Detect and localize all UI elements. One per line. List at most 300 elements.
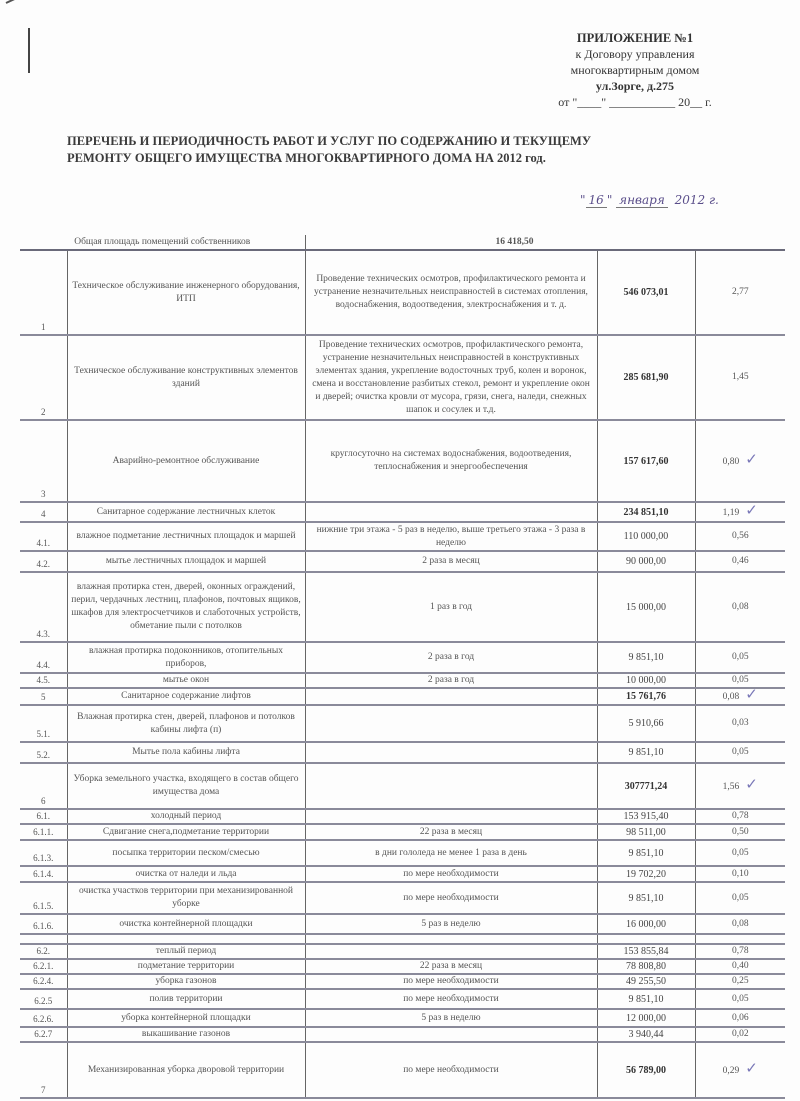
annual-cost-text: 56 789,00 bbox=[626, 1064, 666, 1076]
annual-cost-text: 9 851,10 bbox=[628, 652, 664, 663]
rate-per-sqm bbox=[695, 989, 785, 1009]
work-description bbox=[305, 763, 597, 809]
row-number bbox=[20, 250, 67, 335]
rate-per-sqm bbox=[695, 882, 785, 914]
work-name-text: Уборка земельного участка, входящего в состав общего имущества дома bbox=[73, 774, 299, 797]
annual-cost-text: 157 617,60 bbox=[623, 455, 669, 467]
rate-per-sqm-text: 0,10 bbox=[731, 868, 749, 879]
work-description-text: 22 раза в месяц bbox=[419, 826, 483, 837]
row-number-text: 5 bbox=[41, 692, 46, 702]
work-description-text: нижние три этажа - 5 раз в неделю, выше третьего этажа - 3 раза в неделю bbox=[316, 524, 586, 548]
work-name bbox=[67, 840, 305, 866]
work-name bbox=[67, 914, 305, 934]
row-number-text: 7 bbox=[41, 1085, 46, 1095]
work-name bbox=[67, 866, 305, 882]
rate-per-sqm-text: 0,02 bbox=[731, 1029, 749, 1039]
table-row bbox=[20, 959, 785, 974]
work-description bbox=[305, 742, 597, 763]
work-name-text: подметание территории bbox=[137, 961, 235, 971]
work-description bbox=[305, 420, 597, 502]
row-number bbox=[20, 974, 67, 989]
row-number-text: 5.1. bbox=[36, 729, 50, 739]
work-description bbox=[305, 882, 597, 914]
work-description-text: по мере необходимости bbox=[403, 1064, 499, 1075]
work-name bbox=[67, 688, 305, 705]
work-description-text: Проведение технических осмотров, профилактического ремонта, устранение незначительных неисправностей в конструктивных элементах здания, укрепление водосточных труб, колен и воронок, смена и восстановление разбитых стекол, ремонт и укрепление окон и дверей; очистка кровли от мусора, грязи, снега, наледи, снежных шапок и сосулек и т.д. bbox=[312, 339, 590, 415]
annual-cost bbox=[597, 673, 695, 688]
rate-per-sqm bbox=[695, 502, 785, 522]
work-name-text: выкашивание газонов bbox=[141, 1029, 231, 1039]
annual-cost bbox=[597, 840, 695, 866]
row-number bbox=[20, 1027, 67, 1042]
annual-cost bbox=[597, 959, 695, 974]
rate-per-sqm-text: 0,50 bbox=[731, 826, 749, 837]
row-number bbox=[20, 959, 67, 974]
row-number bbox=[20, 882, 67, 914]
work-description-text: 5 раз в неделю bbox=[421, 918, 481, 929]
work-description bbox=[305, 572, 597, 642]
appendix-line: многоквартирным домом bbox=[570, 63, 700, 77]
annual-cost bbox=[597, 809, 695, 824]
document-title bbox=[67, 133, 667, 167]
row-number-text: 6.1.6. bbox=[33, 921, 54, 931]
work-name-text: Влажная протирка стен, дверей, плафонов и потолков кабины лифта (п) bbox=[77, 711, 295, 735]
rate-per-sqm bbox=[695, 1009, 785, 1027]
annual-cost-text: 307771,24 bbox=[624, 780, 668, 792]
work-name-text: влажная протирка подоконников, отопительных приборов, bbox=[88, 645, 284, 669]
work-name bbox=[67, 673, 305, 688]
table-row bbox=[20, 522, 785, 551]
work-description bbox=[305, 551, 597, 572]
table-row bbox=[20, 934, 785, 944]
rate-per-sqm bbox=[695, 959, 785, 974]
row-number bbox=[20, 335, 67, 420]
rate-per-sqm-text: 0,29 bbox=[722, 1065, 740, 1076]
row-number bbox=[20, 809, 67, 824]
work-name-text: влажная протирка стен, дверей, оконных ограждений, перил, чердачных лестниц, плафонов, почтовых ящиков, шкафов для электросчетчиков и слаботочных устройств, обметание пыли с потолков bbox=[71, 582, 301, 631]
row-number-text: 6.2.7 bbox=[34, 1029, 53, 1039]
area-row bbox=[20, 235, 785, 250]
row-number bbox=[20, 673, 67, 688]
work-description bbox=[305, 522, 597, 551]
row-number-text: 1 bbox=[41, 322, 46, 332]
work-name-text: мытье лестничных площадок и маршей bbox=[105, 556, 267, 566]
work-name bbox=[67, 502, 305, 522]
rate-per-sqm-text: 0,40 bbox=[731, 961, 749, 971]
row-number bbox=[20, 1042, 67, 1098]
check-mark-icon: ✓ bbox=[745, 688, 758, 703]
work-description bbox=[305, 1027, 597, 1042]
work-name-text: уборка газонов bbox=[155, 976, 217, 986]
work-name-text: очистка от наледи и льда bbox=[135, 868, 237, 879]
row-number-text: 4.5. bbox=[36, 675, 50, 685]
work-description-text: по мере необходимости bbox=[403, 892, 499, 903]
rate-per-sqm bbox=[695, 974, 785, 989]
check-mark-icon: ✓ bbox=[745, 776, 758, 793]
rate-per-sqm bbox=[695, 250, 785, 335]
annual-cost bbox=[597, 335, 695, 420]
annual-cost bbox=[597, 551, 695, 572]
appendix-title: ПРИЛОЖЕНИЕ №1 bbox=[576, 31, 694, 45]
work-description bbox=[305, 642, 597, 673]
annual-cost-text: 98 511,00 bbox=[626, 826, 666, 838]
annual-cost bbox=[597, 824, 695, 840]
appendix-line: к Договору управления bbox=[575, 47, 695, 61]
row-number bbox=[20, 866, 67, 882]
annual-cost-text: 5 910,66 bbox=[628, 718, 664, 729]
row-number bbox=[20, 1009, 67, 1027]
rate-per-sqm-text: 0,06 bbox=[731, 1012, 749, 1023]
row-number bbox=[20, 742, 67, 763]
area-value: 16 418,50 bbox=[305, 235, 785, 250]
work-description bbox=[305, 809, 597, 824]
annual-cost bbox=[597, 502, 695, 522]
annual-cost bbox=[597, 522, 695, 551]
row-number-text: 6.1. bbox=[36, 811, 50, 821]
sign-month: января bbox=[616, 193, 668, 208]
work-name-text: мытье окон bbox=[162, 675, 210, 685]
work-description-text: круглосуточно на системах водоснабжения, водоотведения, теплоснабжения и энергообеспечения bbox=[330, 449, 572, 472]
row-number-text: 2 bbox=[41, 407, 46, 417]
handwritten-date: " 16 " января 2012 г. bbox=[580, 193, 722, 207]
rate-per-sqm-text: 1,56 bbox=[722, 781, 740, 792]
annual-cost bbox=[597, 250, 695, 335]
rate-per-sqm-text: 0,05 bbox=[731, 675, 749, 685]
rate-per-sqm-text: 0,05 bbox=[731, 847, 749, 858]
table-row bbox=[20, 420, 785, 502]
annual-cost-text: 90 000,00 bbox=[626, 556, 666, 567]
work-description bbox=[305, 705, 597, 742]
work-description-text: 2 раза в год bbox=[427, 675, 475, 685]
work-description bbox=[305, 866, 597, 882]
rate-per-sqm-text: 0,78 bbox=[731, 946, 749, 956]
annual-cost-text: 3 940,44 bbox=[628, 1029, 664, 1040]
work-name bbox=[67, 974, 305, 989]
row-number bbox=[20, 705, 67, 742]
work-name bbox=[67, 1009, 305, 1027]
work-description bbox=[305, 250, 597, 335]
row-number bbox=[20, 642, 67, 673]
row-number-text: 6.1.3. bbox=[33, 853, 54, 863]
work-description bbox=[305, 335, 597, 420]
work-description-text: по мере необходимости bbox=[403, 976, 499, 986]
title-line: РЕМОНТУ ОБЩЕГО ИМУЩЕСТВА МНОГОКВАРТИРНОГО ДОМА НА 2012 год. bbox=[67, 151, 546, 165]
work-description-text: 1 раз в год bbox=[429, 601, 473, 612]
annual-cost-text: 16 000,00 bbox=[626, 918, 666, 930]
table-row bbox=[20, 974, 785, 989]
row-number-text: 6.2. bbox=[36, 946, 50, 956]
rate-per-sqm-text: 0,78 bbox=[731, 811, 749, 821]
table-row bbox=[20, 824, 785, 840]
row-number-text: 4.2. bbox=[36, 559, 50, 569]
rate-per-sqm bbox=[695, 642, 785, 673]
work-description-text: 2 раза в месяц bbox=[422, 556, 480, 566]
table-row bbox=[20, 688, 785, 705]
annual-cost bbox=[597, 642, 695, 673]
annual-cost bbox=[597, 866, 695, 882]
rate-per-sqm-text: 0,05 bbox=[731, 747, 749, 757]
annual-cost-text: 9 851,10 bbox=[628, 847, 664, 859]
row-number bbox=[20, 840, 67, 866]
annual-cost-text: 15 761,76 bbox=[626, 691, 666, 702]
row-number-text: 4.3. bbox=[36, 629, 50, 639]
rate-per-sqm bbox=[695, 809, 785, 824]
annual-cost bbox=[597, 420, 695, 502]
work-description bbox=[305, 959, 597, 974]
work-name bbox=[67, 742, 305, 763]
work-name bbox=[67, 522, 305, 551]
rate-per-sqm bbox=[695, 763, 785, 809]
check-mark-icon: ✓ bbox=[745, 1060, 758, 1077]
annual-cost-text: 546 073,01 bbox=[623, 287, 669, 298]
work-description bbox=[305, 944, 597, 959]
rate-per-sqm bbox=[695, 934, 785, 944]
table-row bbox=[20, 809, 785, 824]
row-number bbox=[20, 989, 67, 1009]
table-row bbox=[20, 914, 785, 934]
rate-per-sqm bbox=[695, 335, 785, 420]
work-description bbox=[305, 934, 597, 944]
table-row bbox=[20, 551, 785, 572]
row-number-text: 6.2.4. bbox=[33, 976, 54, 986]
work-name bbox=[67, 824, 305, 840]
appendix-header bbox=[535, 30, 735, 110]
work-name bbox=[67, 944, 305, 959]
rate-per-sqm bbox=[695, 522, 785, 551]
work-description-text: по мере необходимости bbox=[403, 993, 499, 1004]
annual-cost bbox=[597, 705, 695, 742]
annual-cost-text: 9 851,10 bbox=[628, 747, 664, 758]
row-number bbox=[20, 934, 67, 944]
row-number-text: 4.4. bbox=[36, 660, 50, 670]
annual-cost bbox=[597, 742, 695, 763]
row-number-text: 6.1.5. bbox=[33, 901, 54, 911]
rate-per-sqm-text: 0,05 bbox=[731, 993, 749, 1004]
table-row bbox=[20, 742, 785, 763]
row-number-text: 6 bbox=[41, 796, 46, 806]
work-name-text: теплый период bbox=[155, 946, 217, 956]
work-description bbox=[305, 914, 597, 934]
work-description bbox=[305, 502, 597, 522]
work-description bbox=[305, 673, 597, 688]
rate-per-sqm bbox=[695, 840, 785, 866]
work-name bbox=[67, 572, 305, 642]
sign-year: 2012 г. bbox=[674, 193, 719, 207]
row-number bbox=[20, 763, 67, 809]
annual-cost-text: 19 702,20 bbox=[626, 868, 666, 880]
rate-per-sqm-text: 0,08 bbox=[731, 601, 749, 612]
work-name-text: очистка контейнерной площадки bbox=[119, 918, 253, 929]
table-row bbox=[20, 944, 785, 959]
row-number bbox=[20, 688, 67, 705]
annual-cost bbox=[597, 1042, 695, 1098]
table-row bbox=[20, 840, 785, 866]
rate-per-sqm-text: 0,80 bbox=[722, 456, 740, 467]
annual-cost bbox=[597, 1009, 695, 1027]
annual-cost bbox=[597, 688, 695, 705]
row-number-text: 5.2. bbox=[36, 750, 50, 760]
work-name bbox=[67, 705, 305, 742]
annual-cost-text: 9 851,10 bbox=[628, 993, 664, 1005]
annual-cost bbox=[597, 763, 695, 809]
row-number bbox=[20, 944, 67, 959]
annual-cost-text: 234 851,10 bbox=[623, 506, 669, 518]
contract-date: от "____" ___________ 20__ г. bbox=[558, 95, 712, 109]
work-description-text: 2 раза в год bbox=[427, 652, 475, 662]
row-number bbox=[20, 522, 67, 551]
rate-per-sqm bbox=[695, 420, 785, 502]
row-number bbox=[20, 824, 67, 840]
work-name bbox=[67, 959, 305, 974]
row-number-text: 4.1. bbox=[36, 538, 50, 548]
annual-cost-text: 153 915,40 bbox=[623, 811, 669, 822]
title-line: ПЕРЕЧЕНЬ И ПЕРИОДИЧНОСТЬ РАБОТ И УСЛУГ ПО СОДЕРЖАНИЮ И ТЕКУЩЕМУ bbox=[67, 134, 592, 148]
work-name bbox=[67, 1042, 305, 1098]
work-name bbox=[67, 989, 305, 1009]
annual-cost bbox=[597, 1027, 695, 1042]
rate-per-sqm-text: 0,25 bbox=[731, 976, 749, 986]
work-name bbox=[67, 763, 305, 809]
work-name-text: полив территории bbox=[149, 993, 223, 1004]
works-table bbox=[20, 235, 785, 1099]
work-name bbox=[67, 809, 305, 824]
table-row bbox=[20, 502, 785, 522]
rate-per-sqm bbox=[695, 914, 785, 934]
work-name-text: уборка контейнерной площадки bbox=[121, 1012, 251, 1023]
rate-per-sqm bbox=[695, 1027, 785, 1042]
work-description bbox=[305, 1042, 597, 1098]
annual-cost bbox=[597, 944, 695, 959]
work-name-text: влажное подметание лестничных площадок и маршей bbox=[76, 531, 296, 541]
annual-cost-text: 15 000,00 bbox=[626, 601, 666, 613]
work-name-text: Санитарное содержание лестничных клеток bbox=[96, 506, 276, 517]
annual-cost bbox=[597, 974, 695, 989]
annual-cost-text: 285 681,90 bbox=[623, 372, 669, 383]
work-name-text: посыпка территории песком/смесью bbox=[112, 847, 260, 858]
rate-per-sqm bbox=[695, 705, 785, 742]
work-name bbox=[67, 882, 305, 914]
work-name bbox=[67, 551, 305, 572]
work-description-text: Проведение технических осмотров, профилактического ремонта и устранение незначительных неисправностей в системах отопления, водоснабжения, водоотведения, электроснабжения и т. д. bbox=[314, 274, 588, 310]
annual-cost bbox=[597, 934, 695, 944]
row-number-text: 6.2.6. bbox=[33, 1014, 54, 1024]
area-label: Общая площадь помещений собственников bbox=[20, 235, 305, 250]
work-name bbox=[67, 642, 305, 673]
annual-cost-text: 9 851,10 bbox=[628, 892, 664, 904]
annual-cost-text: 110 000,00 bbox=[623, 531, 669, 542]
annual-cost bbox=[597, 572, 695, 642]
annual-cost-text: 153 855,84 bbox=[623, 946, 669, 957]
rate-per-sqm-text: 0,08 bbox=[722, 692, 740, 702]
check-mark-icon: ✓ bbox=[745, 502, 758, 519]
rate-per-sqm-text: 1,19 bbox=[722, 507, 740, 518]
work-name-text: Техническое обслуживание инженерного оборудования, ИТП bbox=[72, 280, 300, 304]
rate-per-sqm-text: 0,03 bbox=[731, 718, 749, 728]
rate-per-sqm-text: 1,45 bbox=[731, 372, 749, 382]
table-row bbox=[20, 335, 785, 420]
table-row bbox=[20, 673, 785, 688]
work-description bbox=[305, 1009, 597, 1027]
annual-cost-text: 10 000,00 bbox=[626, 675, 666, 686]
work-name-text: Сдвигание снега,подметание территории bbox=[102, 826, 270, 837]
rate-per-sqm bbox=[695, 742, 785, 763]
row-number bbox=[20, 420, 67, 502]
table-row bbox=[20, 1042, 785, 1098]
work-description-text: 5 раз в неделю bbox=[421, 1012, 481, 1023]
check-mark-icon: ✓ bbox=[745, 451, 758, 468]
table-row bbox=[20, 989, 785, 1009]
work-name-text: Техническое обслуживание конструктивных элементов зданий bbox=[74, 365, 298, 389]
work-name-text: Мытье пола кабины лифта bbox=[132, 747, 240, 757]
work-name-text: Санитарное содержание лифтов bbox=[121, 691, 251, 701]
work-name-text: Механизированная уборка дворовой территории bbox=[87, 1064, 285, 1075]
row-number-text: 6.2.1. bbox=[33, 961, 54, 971]
rate-per-sqm bbox=[695, 673, 785, 688]
table-row bbox=[20, 882, 785, 914]
work-description-text: в дни гололеда не менее 1 раза в день bbox=[375, 847, 527, 858]
rate-per-sqm-text: 0,46 bbox=[731, 556, 749, 566]
table-row bbox=[20, 705, 785, 742]
rate-per-sqm bbox=[695, 1042, 785, 1098]
work-description-text: по мере необходимости bbox=[403, 868, 499, 879]
table-row bbox=[20, 572, 785, 642]
annual-cost-text: 12 000,00 bbox=[626, 1012, 666, 1024]
rate-per-sqm bbox=[695, 688, 785, 705]
work-description bbox=[305, 989, 597, 1009]
work-name-text: Аварийно-ремонтное обслуживание bbox=[112, 455, 260, 466]
row-number-text: 4 bbox=[41, 509, 46, 519]
table-row bbox=[20, 1027, 785, 1042]
table-row bbox=[20, 250, 785, 335]
sign-day: 16 bbox=[586, 193, 607, 208]
row-number bbox=[20, 551, 67, 572]
rate-per-sqm-text: 2,77 bbox=[731, 287, 749, 297]
rate-per-sqm bbox=[695, 572, 785, 642]
rate-per-sqm-text: 0,05 bbox=[731, 892, 749, 903]
rate-per-sqm-text: 0,08 bbox=[731, 918, 749, 929]
row-number-text: 6.1.1. bbox=[33, 827, 54, 837]
annual-cost bbox=[597, 882, 695, 914]
work-name bbox=[67, 420, 305, 502]
table-row bbox=[20, 763, 785, 809]
pen-mark bbox=[6, 0, 43, 4]
annual-cost-text: 78 808,80 bbox=[626, 961, 666, 972]
annual-cost bbox=[597, 989, 695, 1009]
table-row bbox=[20, 866, 785, 882]
work-name-text: очистка участков территории при механизированной уборке bbox=[79, 886, 293, 909]
rate-per-sqm bbox=[695, 551, 785, 572]
annual-cost-text: 49 255,50 bbox=[626, 976, 666, 987]
rate-per-sqm bbox=[695, 824, 785, 840]
work-description bbox=[305, 688, 597, 705]
work-description-text: 22 раза в месяц bbox=[419, 961, 483, 971]
work-name bbox=[67, 250, 305, 335]
work-name bbox=[67, 335, 305, 420]
pen-mark bbox=[28, 28, 30, 73]
annual-cost bbox=[597, 914, 695, 934]
row-number-text: 3 bbox=[41, 489, 46, 499]
row-number bbox=[20, 502, 67, 522]
work-name-text: холодный период bbox=[150, 811, 222, 821]
rate-per-sqm-text: 0,05 bbox=[731, 652, 749, 662]
table-row bbox=[20, 1009, 785, 1027]
row-number-text: 6.1.4. bbox=[33, 869, 54, 879]
row-number bbox=[20, 572, 67, 642]
work-name bbox=[67, 1027, 305, 1042]
address: ул.Зорге, д.275 bbox=[595, 79, 675, 93]
table-row bbox=[20, 642, 785, 673]
work-description bbox=[305, 840, 597, 866]
